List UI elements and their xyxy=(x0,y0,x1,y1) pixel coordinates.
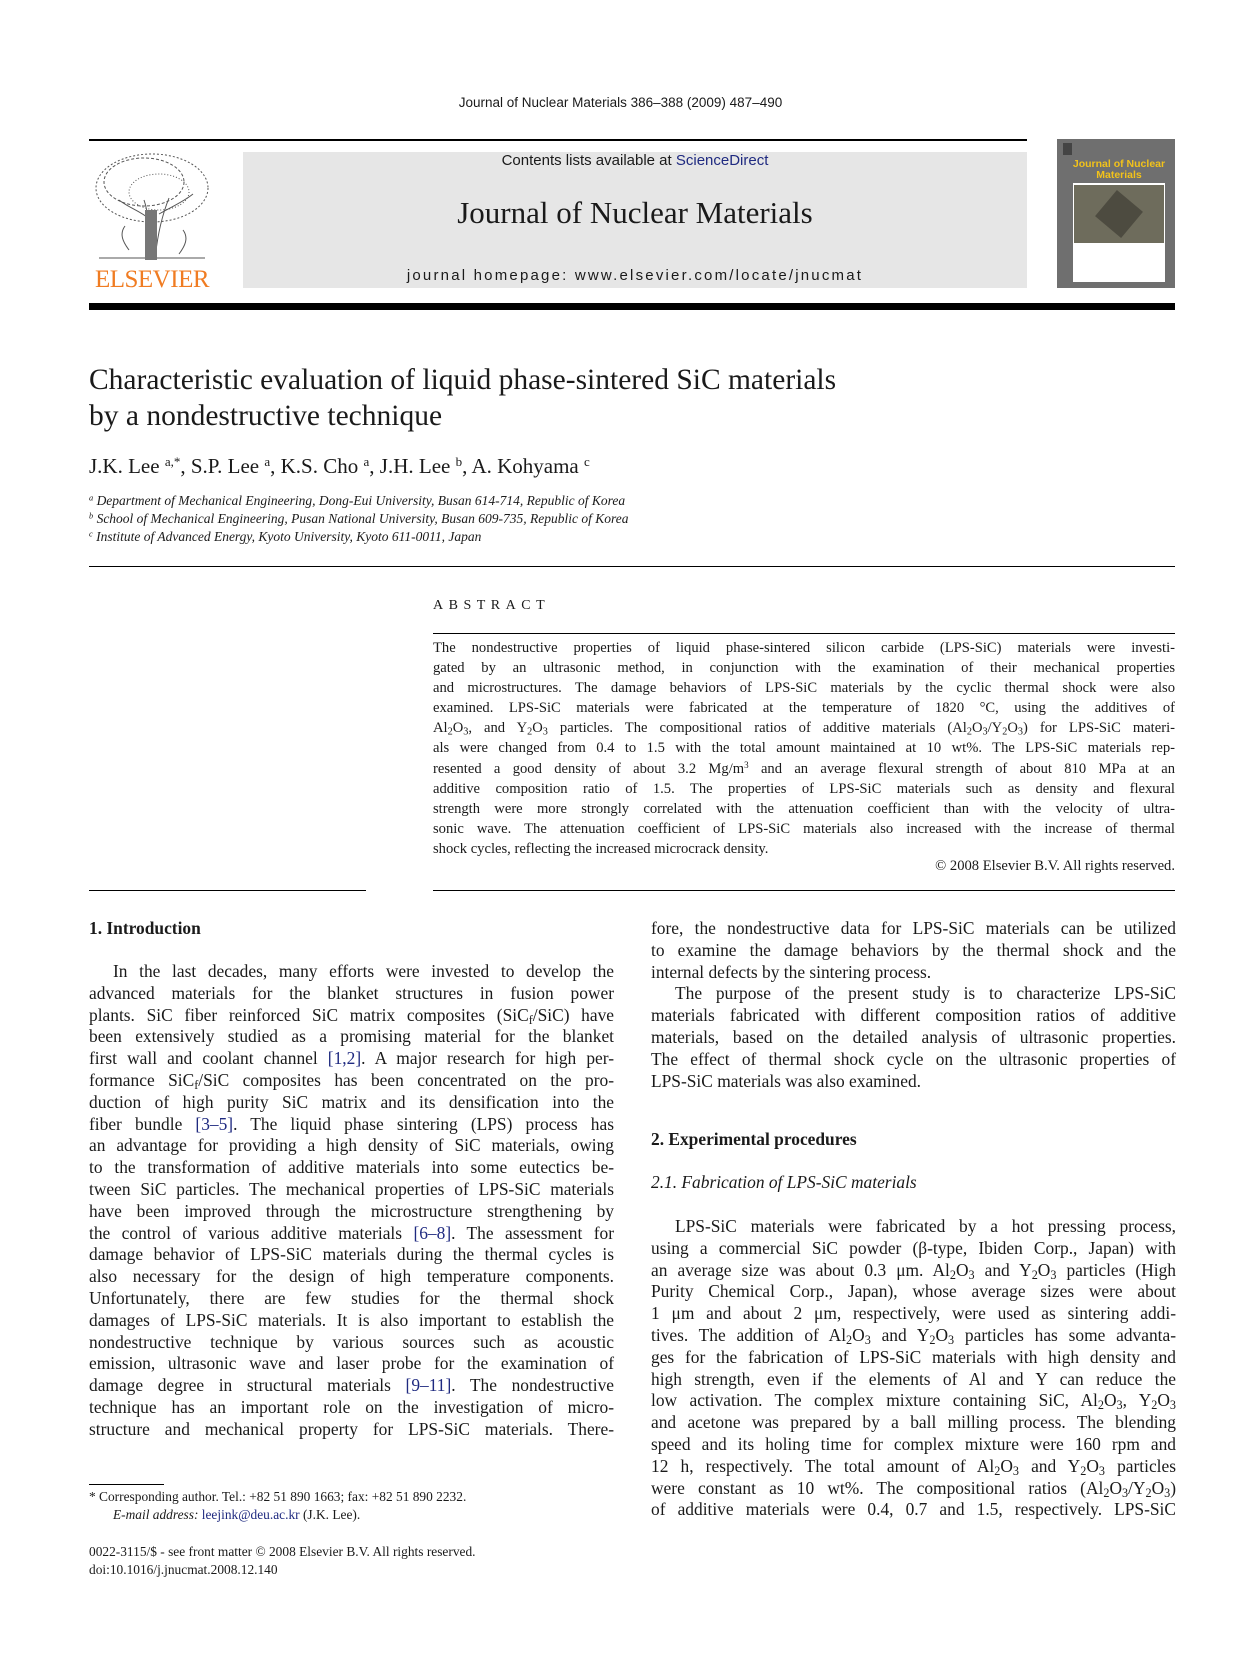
text-line: tives. The addition of $Al_2O_3$ and $Y_2O_3$ particles has some advanta- xyxy=(651,1324,1177,1348)
affiliation-c: $^c$ Institute of Advanced Energy, Kyoto University, Kyoto 611-0011, Japan xyxy=(89,529,482,544)
subsection-heading-fabrication: 2.1. Fabrication of LPS-SiC materials xyxy=(651,1172,917,1192)
text-line: plants. SiC fiber reinforced SiC matrix composites (SiC$_f$/SiC) have xyxy=(89,1004,615,1027)
superscript: c xyxy=(584,453,590,469)
subscript: 3 xyxy=(1116,1398,1123,1413)
abstract-heading: ABSTRACT xyxy=(433,598,551,613)
text-line: were constant as 10 wt%. The compositional ratios $(Al_2O_3/Y_2O_3)$ xyxy=(651,1477,1176,1500)
subscript: f xyxy=(528,1012,533,1027)
text-line: to the transformation of additive materials into some eutectics be- xyxy=(89,1157,614,1178)
text-line: damages of LPS-SiC materials. It is also important to establish the xyxy=(89,1309,614,1330)
cover-logo-icon xyxy=(1063,143,1072,155)
text-line: examined. LPS-SiC materials were fabricated at the temperature of 1820 °C, using the additives of xyxy=(433,700,1175,717)
sciencedirect-link[interactable]: ScienceDirect xyxy=(675,152,769,169)
citation-link[interactable]: [3–5] xyxy=(195,1113,234,1134)
text-line: technique has an important role on the investigation of micro- xyxy=(89,1396,614,1417)
affiliation-a: $^a$ Department of Mechanical Engineering, Dong-Eui University, Busan 614-714, Republic of Korea xyxy=(89,493,626,508)
affiliation-b: $^b$ School of Mechanical Engineering, Pusan National University, Busan 609-735, Republic of Korea xyxy=(89,511,629,526)
subscript: 2 xyxy=(994,1463,1001,1478)
section-heading-experimental: 2. Experimental procedures xyxy=(651,1129,857,1149)
subscript: 3 xyxy=(1098,1463,1105,1478)
subscript: 3 xyxy=(864,1333,871,1348)
abstract-top-rule xyxy=(433,633,1175,634)
superscript: 3 xyxy=(744,759,749,770)
subscript: 2 xyxy=(1002,726,1008,738)
email-link[interactable]: leejink@deu.ac.kr xyxy=(201,1507,300,1522)
text-line: strength were more strongly correlated with the attenuation coefficient than with the velocity of ultra- xyxy=(433,800,1175,817)
text-line: structure and mechanical property for LPS-SiC materials. There- xyxy=(89,1418,614,1439)
text-line: advanced materials for the blanket structures in fusion power xyxy=(89,982,614,1003)
text-line: fiber bundle [3–5]. The liquid phase sintering (LPS) process has xyxy=(89,1113,614,1134)
citation-link[interactable]: [1,2] xyxy=(327,1048,362,1069)
issn-line: 0022-3115/$ - see front matter © 2008 Elsevier B.V. All rights reserved. xyxy=(89,1544,476,1559)
article-info-divider xyxy=(89,566,1175,567)
text-line: first wall and coolant channel [1,2]. A major research for high per- xyxy=(89,1048,614,1069)
text-line: ges for the fabrication of LPS-SiC materials with high density and xyxy=(651,1346,1176,1367)
intro-paragraph-2 xyxy=(651,983,1176,1092)
text-line: been extensively studied as a promising material for the blanket xyxy=(89,1026,614,1047)
corresponding-author-note: * Corresponding author. Tel.: +82 51 890 1663; fax: +82 51 890 2232. xyxy=(89,1489,467,1504)
subscript: 2 xyxy=(1031,1267,1038,1282)
text-line: Unfortunately, there are few studies for the thermal shock xyxy=(89,1287,614,1308)
subscript: 2 xyxy=(949,1267,956,1282)
fabrication-paragraph xyxy=(651,1216,1176,1521)
text-line: an average size was about 0.3 μm. $Al_2O_3$ and $Y_2O_3$ particles (High xyxy=(651,1259,1177,1282)
text-line: duction of high purity SiC matrix and its densification into the xyxy=(89,1091,614,1112)
text-line: shock cycles, reflecting the increased microcrack density. xyxy=(433,840,769,857)
superscript: a xyxy=(89,493,94,503)
author-list: J.K. Lee $^{a,*}$, S.P. Lee $^a$, K.S. Cho $^a$, J.H. Lee $^b$, A. Kohyama $^c$ xyxy=(89,453,590,478)
text-line: LPS-SiC materials was also examined. xyxy=(651,1070,921,1091)
superscript: a xyxy=(264,453,271,469)
text-line: 1 μm and about 2 μm, respectively, were used as sintering addi- xyxy=(651,1303,1176,1324)
email-note xyxy=(113,1507,360,1523)
text-line: damage behavior of LPS-SiC materials during the thermal cycles is xyxy=(89,1244,614,1265)
text-line: formance SiC$_f$/SiC composites has been concentrated on the pro- xyxy=(89,1069,614,1093)
cover-image xyxy=(1074,185,1164,243)
contents-prefix: Contents lists available at xyxy=(501,152,676,169)
text-line: additive composition ratio of 1.5. The properties of LPS-SiC materials such as density and flexural xyxy=(433,780,1175,797)
superscript: a xyxy=(363,453,370,469)
subscript: 3 xyxy=(1012,1463,1019,1478)
title-line: by a nondestructive technique xyxy=(89,400,443,432)
text-line: sonic wave. The attenuation coefficient of LPS-SiC materials also increased with the increase of thermal xyxy=(433,820,1175,837)
text-line: nondestructive technique by various sources such as acoustic xyxy=(89,1331,614,1352)
superscript: b xyxy=(455,453,463,469)
abstract-copyright: © 2008 Elsevier B.V. All rights reserved. xyxy=(935,858,1175,874)
text-line: In the last decades, many efforts were invested to develop the xyxy=(113,961,614,981)
subscript: 2 xyxy=(527,726,533,738)
subscript: 3 xyxy=(1050,1267,1057,1282)
text-line: The nondestructive properties of liquid phase-sintered silicon carbide (LPS-SiC) materials were investi- xyxy=(433,640,1175,656)
citation-link[interactable]: [9–11] xyxy=(405,1375,452,1396)
subscript: f xyxy=(194,1078,199,1093)
subscript: 3 xyxy=(968,1267,975,1282)
email-label: E-mail address: xyxy=(113,1507,202,1522)
subscript: 3 xyxy=(542,726,548,738)
text-line: $Al_2O_3$, and $Y_2O_3$ particles. The compositional ratios of additive materials $(Al_2O_3/Y_2O_3)$ for LPS-SiC materi- xyxy=(433,720,1175,738)
subscript: 3 xyxy=(1164,1485,1171,1500)
text-line: gated by an ultrasonic method, in conjunction with the examination of their mechanical properties xyxy=(433,660,1175,677)
text-line: LPS-SiC materials were fabricated by a hot pressing process, xyxy=(675,1216,1176,1236)
superscript: a,* xyxy=(164,453,181,469)
subscript: 3 xyxy=(1169,1398,1176,1413)
text-line: low activation. The complex mixture containing SiC, $Al_2O_3$, $Y_2O_3$ xyxy=(651,1390,1176,1413)
title-line: Characteristic evaluation of liquid phase-sintered SiC materials xyxy=(89,364,837,396)
subscript: 2 xyxy=(447,726,453,738)
subscript: 2 xyxy=(1080,1463,1087,1478)
elsevier-wordmark: ELSEVIER xyxy=(94,266,210,293)
abstract-bottom-rule xyxy=(433,890,1175,891)
subscript: 3 xyxy=(982,726,988,738)
text-line: an advantage for providing a high density of SiC materials, owing xyxy=(89,1135,614,1156)
text-line: the control of various additive materials [6–8]. The assessment for xyxy=(89,1222,614,1243)
text-line: of additive materials were 0.4, 0.7 and 1.5, respectively. LPS-SiC xyxy=(651,1499,1176,1520)
text-line: emission, ultrasonic wave and laser probe for the examination of xyxy=(89,1353,614,1374)
elsevier-tree-icon xyxy=(89,150,215,262)
text-line: and microstructures. The damage behaviors of LPS-SiC materials by the cyclic thermal shock were also xyxy=(433,680,1175,697)
text-line: internal defects by the sintering process. xyxy=(651,961,932,982)
article-info-bottom-rule xyxy=(89,890,366,891)
journal-title: Journal of Nuclear Materials xyxy=(457,195,813,230)
citation-link[interactable]: [6–8] xyxy=(413,1222,452,1243)
text-line: als were changed from 0.4 to 1.5 with the total amount maintained at 10 wt%. The LPS-SiC materials rep- xyxy=(433,740,1175,757)
footnote-rule xyxy=(89,1484,164,1485)
journal-cover-thumbnail xyxy=(1057,139,1175,288)
text-line: resented a good density of about 3.2 $Mg/m^3$ and an average flexural strength of about 810 MPa at an xyxy=(433,759,1175,777)
text-line: materials fabricated with different composition ratios of additive xyxy=(651,1005,1176,1026)
text-line: fore, the nondestructive data for LPS-SiC materials can be utilized xyxy=(651,918,1176,938)
email-suffix: (J.K. Lee). xyxy=(299,1507,361,1522)
superscript: b xyxy=(89,511,94,521)
subscript: 3 xyxy=(948,1333,955,1348)
text-line: speed and its holing time for complex mixture were 160 rpm and xyxy=(651,1433,1176,1454)
subscript: 2 xyxy=(1151,1398,1158,1413)
text-line: also necessary for the design of high temperature components. xyxy=(89,1266,614,1287)
text-line: to examine the damage behaviors by the thermal shock and the xyxy=(651,939,1176,960)
text-line: The effect of thermal shock cycle on the ultrasonic properties of xyxy=(651,1048,1176,1069)
text-line: Purity Chemical Corp., Japan), whose average sizes were about xyxy=(651,1281,1176,1302)
text-line: and acetone was prepared by a ball milling process. The blending xyxy=(651,1412,1176,1433)
subscript: 2 xyxy=(929,1333,936,1348)
text-line: have been improved through the microstructure strengthening by xyxy=(89,1200,614,1221)
subscript: 2 xyxy=(1097,1398,1104,1413)
subscript: 3 xyxy=(463,726,469,738)
superscript: c xyxy=(89,529,93,539)
doi-line: doi:10.1016/j.jnucmat.2008.12.140 xyxy=(89,1562,278,1577)
text-line: The purpose of the present study is to characterize LPS-SiC xyxy=(675,983,1176,1004)
section-heading-introduction: 1. Introduction xyxy=(89,918,201,938)
text-line: high strength, even if the elements of Al and Y can reduce the xyxy=(651,1368,1176,1389)
subscript: 2 xyxy=(1145,1485,1152,1500)
text-line: 12 h, respectively. The total amount of $Al_2O_3$ and $Y_2O_3$ particles xyxy=(651,1455,1176,1478)
masthead-bottom-rule xyxy=(89,303,1175,310)
text-line: damage degree in structural materials [9–11]. The nondestructive xyxy=(89,1375,614,1396)
cover-title: Journal of Nuclear Materials xyxy=(1072,158,1166,181)
abstract-body xyxy=(433,638,1175,859)
text-line: tween SiC particles. The mechanical properties of LPS-SiC materials xyxy=(89,1178,614,1199)
intro-paragraph-1 xyxy=(89,961,614,1441)
header-divider xyxy=(89,139,1027,141)
intro-paragraph-1-continued xyxy=(651,918,1176,983)
subscript: 3 xyxy=(1017,726,1023,738)
subscript: 2 xyxy=(1103,1485,1110,1500)
subscript: 2 xyxy=(966,726,972,738)
running-header: Journal of Nuclear Materials 386–388 (2009) 487–490 xyxy=(458,95,783,110)
text-line: using a commercial SiC powder (β-type, Ibiden Corp., Japan) with xyxy=(651,1237,1176,1258)
journal-homepage[interactable]: journal homepage: www.elsevier.com/locate/jnucmat xyxy=(406,267,864,284)
subscript: 2 xyxy=(846,1333,853,1348)
article-title xyxy=(89,362,836,434)
subscript: 3 xyxy=(1122,1485,1129,1500)
text-line: materials, based on the detailed analysis of ultrasonic properties. xyxy=(651,1026,1176,1047)
contents-line xyxy=(243,152,1027,169)
